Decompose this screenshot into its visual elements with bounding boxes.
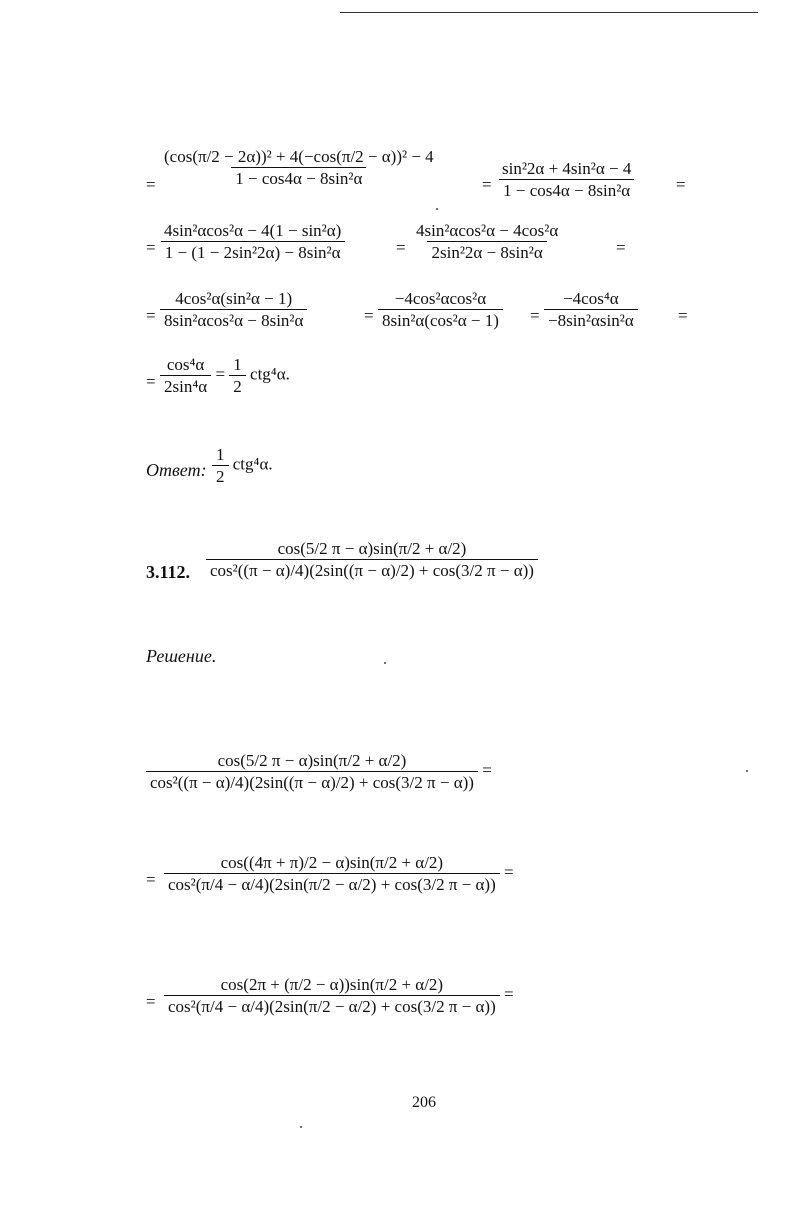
fraction — [229, 356, 246, 395]
numerator: −4cos²αcos²α — [394, 289, 487, 308]
fraction — [498, 160, 635, 199]
problem-number: 3.112. — [146, 562, 191, 582]
numerator: cos(5/2 π − α)sin(π/2 + α/2) — [277, 539, 467, 558]
numerator: cos⁴α — [166, 355, 205, 374]
denominator: 1 − cos4α − 8sin²α — [499, 179, 634, 199]
fraction — [412, 222, 562, 261]
equals-sign: = — [503, 862, 514, 882]
problem-expression — [206, 540, 538, 579]
denominator: 8sin²α(cos²α − 1) — [378, 309, 503, 329]
expr-line-2a — [160, 222, 345, 261]
numerator: −4cos⁴α — [563, 289, 619, 308]
denominator: 2 — [229, 375, 246, 395]
fraction — [146, 752, 478, 791]
expr-line-3c — [544, 290, 638, 329]
numerator: 1 — [216, 445, 225, 464]
expression-tail: ctg⁴α. — [250, 364, 290, 384]
equals-sign: = — [482, 175, 492, 194]
equals-sign: = — [678, 306, 688, 325]
equals-sign: = — [503, 984, 514, 1004]
equals-sign: = — [146, 175, 156, 194]
equals-sign: = — [396, 238, 406, 257]
fraction — [212, 446, 229, 485]
numerator: sin²2α + 4sin²α − 4 — [502, 159, 632, 178]
answer-expression — [212, 446, 273, 485]
equals-sign: = — [146, 992, 156, 1011]
denominator: cos²((π − α)/4)(2sin((π − α)/2) + cos(3/2 π − α)) — [206, 559, 538, 579]
equals-sign: = — [146, 372, 156, 391]
equals-sign: = — [676, 175, 686, 194]
expression-tail: ctg⁴α. — [232, 454, 273, 474]
equals-sign: = — [215, 364, 226, 384]
scan-speck — [300, 1126, 302, 1128]
page-number: 206 — [412, 1094, 436, 1111]
fraction — [160, 290, 307, 329]
equals-sign: = — [482, 760, 492, 780]
denominator: 1 − (1 − 2sin²2α) − 8sin²α — [161, 241, 345, 261]
denominator: 2 — [212, 465, 229, 485]
scan-speck — [384, 662, 386, 664]
scan-speck — [746, 770, 748, 772]
numerator: (cos(π/2 − 2α))² + 4(−cos(π/2 − α))² − 4 — [164, 147, 434, 166]
fraction — [544, 290, 638, 329]
numerator: 4sin²αcos²α − 4cos²α — [416, 221, 559, 240]
denominator: 2sin²2α − 8sin²α — [427, 241, 546, 261]
denominator: 8sin²αcos²α − 8sin²α — [160, 309, 307, 329]
numerator: cos(5/2 π − α)sin(π/2 + α/2) — [217, 751, 407, 770]
solution-label: Решение. — [146, 646, 217, 666]
expr-line-3b — [378, 290, 503, 329]
answer-label: Ответ: — [146, 460, 207, 480]
fraction — [378, 290, 503, 329]
header-rule — [340, 12, 758, 13]
denominator: −8sin²αsin²α — [544, 309, 638, 329]
fraction — [160, 148, 438, 187]
numerator: 4sin²αcos²α − 4(1 − sin²α) — [164, 221, 342, 240]
denominator: cos²((π − α)/4)(2sin((π − α)/2) + cos(3/2 π − α)) — [146, 771, 478, 791]
denominator: cos²(π/4 − α/4)(2sin(π/2 − α/2) + cos(3/2 π − α)) — [164, 873, 500, 893]
solution-step-2 — [164, 854, 514, 893]
expr-line-2b — [412, 222, 562, 261]
solution-step-1 — [146, 752, 492, 791]
equals-sign: = — [364, 306, 374, 325]
denominator: cos²(π/4 − α/4)(2sin(π/2 − α/2) + cos(3/2 π − α)) — [164, 995, 500, 1015]
equals-sign: = — [616, 238, 626, 257]
fraction — [160, 356, 211, 395]
numerator: 1 — [233, 355, 242, 374]
fraction — [164, 854, 500, 893]
expr-line-4 — [160, 356, 290, 395]
equals-sign: = — [530, 306, 540, 325]
fraction — [164, 976, 500, 1015]
scan-speck — [436, 208, 438, 210]
equals-sign: = — [146, 306, 156, 325]
solution-step-3 — [164, 976, 514, 1015]
expr-line-3a — [160, 290, 307, 329]
denominator: 2sin⁴α — [160, 375, 211, 395]
numerator: cos(2π + (π/2 − α))sin(π/2 + α/2) — [220, 975, 444, 994]
fraction — [206, 540, 538, 579]
equals-sign: = — [146, 870, 156, 889]
fraction — [160, 222, 345, 261]
equals-sign: = — [146, 238, 156, 257]
expr-line-1a — [160, 148, 438, 187]
numerator: 4cos²α(sin²α − 1) — [175, 289, 293, 308]
numerator: cos((4π + π)/2 − α)sin(π/2 + α/2) — [220, 853, 444, 872]
expr-line-1b — [498, 160, 635, 199]
denominator: 1 − cos4α − 8sin²α — [231, 167, 366, 187]
